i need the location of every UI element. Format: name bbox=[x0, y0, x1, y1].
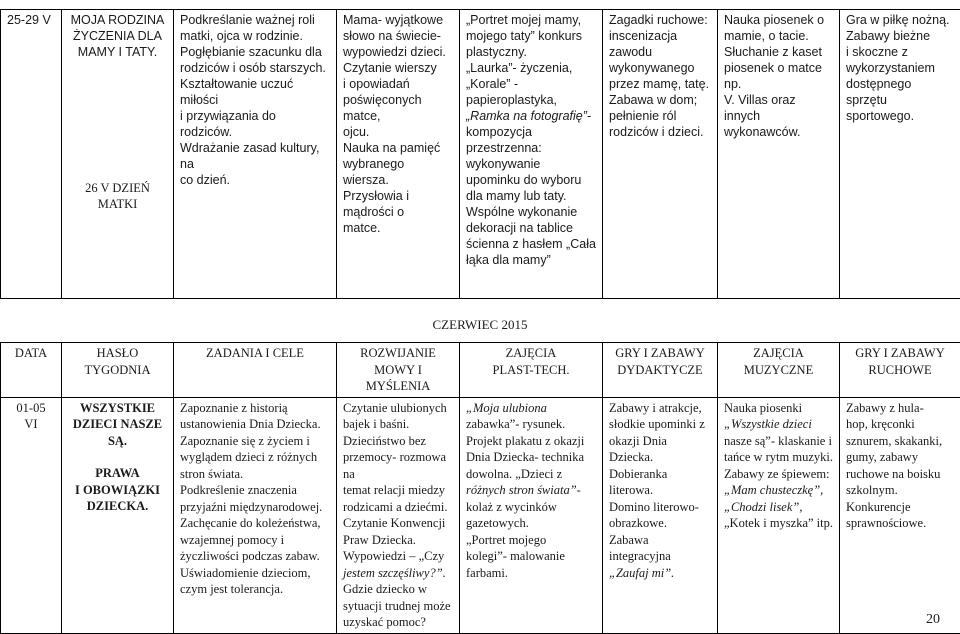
art-line: zabawka”- rysunek. bbox=[466, 416, 596, 433]
thinking-line: Gdzie dziecko w bbox=[343, 581, 453, 598]
header-label: GRY I ZABAWY bbox=[846, 345, 954, 362]
goal-line: ustanowienia Dnia Dziecka. bbox=[180, 416, 330, 433]
thinking-line: słowo na świecie- bbox=[343, 28, 453, 44]
art-line: „Moja ulubiona bbox=[466, 400, 596, 417]
art-line: „Korale” - bbox=[466, 76, 596, 92]
motto-line: PRAWA bbox=[68, 465, 167, 482]
art-line: Projekt plakatu z okazji bbox=[466, 433, 596, 450]
didactic-line: Zabawy i atrakcje, bbox=[609, 400, 711, 417]
thinking-line: ojcu. bbox=[343, 124, 453, 140]
art-line: wykonywanie bbox=[466, 156, 596, 172]
movement-cell bbox=[840, 10, 960, 299]
header-label: DATA bbox=[15, 346, 47, 360]
movement-line: sprawnościowe. bbox=[846, 515, 954, 532]
june-didactic-cell bbox=[603, 397, 718, 633]
june-motto-cell bbox=[62, 397, 174, 633]
thinking-line: temat relacji miedzy bbox=[343, 482, 453, 499]
art-line: Dnia Dziecka- technika bbox=[466, 449, 596, 466]
movement-line: ruchowe na boisku bbox=[846, 466, 954, 483]
art-line: przestrzenna: bbox=[466, 140, 596, 156]
month-heading: CZERWIEC 2015 bbox=[0, 317, 960, 333]
art-line: różnych stron świata”- bbox=[466, 482, 596, 499]
thinking-line: rodzicami a dziećmi. bbox=[343, 499, 453, 516]
header-didactic bbox=[603, 343, 718, 398]
didactic-line: zawodu bbox=[609, 44, 711, 60]
music-line: Zabawy ze śpiewem: bbox=[724, 466, 833, 483]
header-label: MOWY I MYŚLENIA bbox=[343, 362, 453, 395]
page-number: 20 bbox=[926, 612, 940, 628]
didactic-line: literowa. bbox=[609, 482, 711, 499]
goal-line: Kształtowanie uczuć miłości bbox=[180, 76, 330, 108]
art-line: farbami. bbox=[466, 565, 596, 582]
movement-line: sportowego. bbox=[846, 108, 954, 124]
art-line: kolaż z wycinków bbox=[466, 499, 596, 516]
thinking-line: wypowiedzi dzieci. bbox=[343, 44, 453, 60]
thinking-line: Nauka na pamięć bbox=[343, 140, 453, 156]
music-line: „Kotek i myszka” itp. bbox=[724, 515, 833, 532]
motto-line: SĄ. bbox=[68, 433, 167, 450]
goal-line: Zapoznanie z historią bbox=[180, 400, 330, 417]
music-cell bbox=[718, 10, 840, 299]
thinking-line: matce. bbox=[343, 220, 453, 236]
thinking-line: i opowiadań bbox=[343, 76, 453, 92]
june-thinking-cell bbox=[337, 397, 460, 633]
didactic-line: Dobieranka bbox=[609, 466, 711, 483]
june-date: VI bbox=[7, 416, 55, 433]
didactic-line: rodziców i dzieci. bbox=[609, 124, 711, 140]
header-label: DYDAKTYCZE bbox=[609, 362, 711, 379]
didactic-line: przez mamę, tatę. bbox=[609, 76, 711, 92]
music-line: Nauka piosenek o bbox=[724, 12, 833, 28]
didactic-line: inscenizacja bbox=[609, 28, 711, 44]
movement-line: gumy, zabawy bbox=[846, 449, 954, 466]
movement-line: szkolnym. bbox=[846, 482, 954, 499]
art-line: łąka dla mamy” bbox=[466, 252, 596, 268]
week-title-line: MOJA RODZINA bbox=[68, 12, 167, 28]
music-line: Nauka piosenki bbox=[724, 400, 833, 417]
header-label: RUCHOWE bbox=[846, 362, 954, 379]
didactic-line: Zabawa bbox=[609, 532, 711, 549]
didactic-line: „Zaufaj mi”. bbox=[609, 565, 711, 582]
didactic-line: obrazkowe. bbox=[609, 515, 711, 532]
art-line: dla mamy lub taty. bbox=[466, 188, 596, 204]
art-line: „Ramka na fotografię”- bbox=[466, 108, 596, 124]
art-line: mojego taty” konkurs bbox=[466, 28, 596, 44]
didactic-cell bbox=[603, 10, 718, 299]
didactic-line: Domino literowo- bbox=[609, 499, 711, 516]
art-line: gazetowych. bbox=[466, 515, 596, 532]
goals-cell bbox=[174, 10, 337, 299]
header-label: GRY I ZABAWY bbox=[609, 345, 711, 362]
mothers-day-label: 26 V DZIEŃ bbox=[62, 180, 173, 196]
music-line: mamie, o tacie. bbox=[724, 28, 833, 44]
art-line: upominku do wyboru bbox=[466, 172, 596, 188]
thinking-line: jestem szczęśliwy?”. bbox=[343, 565, 453, 582]
thinking-line: Mama- wyjątkowe bbox=[343, 12, 453, 28]
june-music-cell bbox=[718, 397, 840, 633]
thinking-line: poświęconych matce, bbox=[343, 92, 453, 124]
thinking-line: uzyskać pomoc? bbox=[343, 614, 453, 631]
art-line: dowolna. „Dzieci z bbox=[466, 466, 596, 483]
thinking-line: Czytanie Konwencji bbox=[343, 515, 453, 532]
header-label: ZADANIA I CELE bbox=[206, 346, 304, 360]
art-line: „Portret mojego bbox=[466, 532, 596, 549]
music-line: piosenek o matce np. bbox=[724, 60, 833, 92]
goal-line: wzajemnej pomocy i bbox=[180, 532, 330, 549]
motto-line: DZIECI NASZE bbox=[68, 416, 167, 433]
header-label: ZAJĘCIA bbox=[724, 345, 833, 362]
movement-line: Zabawy bieżne bbox=[846, 28, 954, 44]
week-title-cell bbox=[62, 10, 174, 299]
header-art bbox=[460, 343, 603, 398]
thinking-line: Czytanie ulubionych bbox=[343, 400, 453, 417]
goal-line: Podkreślanie ważnej roli bbox=[180, 12, 330, 28]
header-label: PLAST-TECH. bbox=[466, 362, 596, 379]
didactic-line: Zagadki ruchowe: bbox=[609, 12, 711, 28]
thinking-line: sytuacji trudnej może bbox=[343, 598, 453, 615]
header-thinking bbox=[337, 343, 460, 398]
june-art-cell bbox=[460, 397, 603, 633]
music-line: Słuchanie z kaset bbox=[724, 44, 833, 60]
header-date bbox=[1, 343, 62, 398]
header-label: MUZYCZNE bbox=[724, 362, 833, 379]
june-movement-cell bbox=[840, 397, 960, 633]
header-motto bbox=[62, 343, 174, 398]
goal-line: Wdrażanie zasad kultury, na bbox=[180, 140, 330, 172]
goal-line: rodziców i osób starszych. bbox=[180, 60, 330, 76]
art-cell bbox=[460, 10, 603, 299]
music-line: „Mam chusteczkę”, bbox=[724, 482, 833, 499]
header-movement bbox=[840, 343, 960, 398]
music-line: „Chodzi lisek”, bbox=[724, 499, 833, 516]
art-line: kompozycja bbox=[466, 124, 596, 140]
goal-line: Uświadomienie dzieciom, bbox=[180, 565, 330, 582]
header-label: HASŁO bbox=[68, 345, 167, 362]
thinking-line: Praw Dziecka. bbox=[343, 532, 453, 549]
week-date-cell bbox=[1, 10, 62, 299]
header-label: TYGODNIA bbox=[68, 362, 167, 379]
didactic-line: okazji Dnia bbox=[609, 433, 711, 450]
goal-line: Podkreślenie znaczenia bbox=[180, 482, 330, 499]
music-line: „Wszystkie dzieci bbox=[724, 416, 833, 433]
movement-line: Zabawy z hula- bbox=[846, 400, 954, 417]
goal-line: życzliwości podczas zabaw. bbox=[180, 548, 330, 565]
goal-line: matki, ojca w rodzinie. bbox=[180, 28, 330, 44]
thinking-cell bbox=[337, 10, 460, 299]
june-week-table bbox=[0, 342, 960, 634]
movement-line: hop, kręconki bbox=[846, 416, 954, 433]
goal-line: Pogłębianie szacunku dla bbox=[180, 44, 330, 60]
motto-line: WSZYSTKIE bbox=[68, 400, 167, 417]
art-line: kolegi”- malowanie bbox=[466, 548, 596, 565]
goal-line: i przywiązania do rodziców. bbox=[180, 108, 330, 140]
header-music bbox=[718, 343, 840, 398]
art-line: papieroplastyka, bbox=[466, 92, 596, 108]
header-label: ZAJĘCIA bbox=[466, 345, 596, 362]
thinking-line: Czytanie wierszy bbox=[343, 60, 453, 76]
june-date-cell bbox=[1, 397, 62, 633]
movement-line: i skoczne z bbox=[846, 44, 954, 60]
thinking-line: wybranego wiersza. bbox=[343, 156, 453, 188]
didactic-line: integracyjna bbox=[609, 548, 711, 565]
didactic-line: pełnienie ról bbox=[609, 108, 711, 124]
thinking-line: bajek i baśni. bbox=[343, 416, 453, 433]
goal-line: czym jest tolerancja. bbox=[180, 581, 330, 598]
mothers-day-label: MATKI bbox=[62, 196, 173, 212]
didactic-line: Dziecka. bbox=[609, 449, 711, 466]
art-line: plastyczny. bbox=[466, 44, 596, 60]
art-line: dekoracji na tablice bbox=[466, 220, 596, 236]
movement-line: wykorzystaniem bbox=[846, 60, 954, 76]
goal-line: wyglądem dzieci z różnych bbox=[180, 449, 330, 466]
header-goals bbox=[174, 343, 337, 398]
week-date: 25-29 V bbox=[7, 13, 51, 27]
music-line: nasze są”- klaskanie i bbox=[724, 433, 833, 450]
goal-line: stron świata. bbox=[180, 466, 330, 483]
music-line: V. Villas oraz innych bbox=[724, 92, 833, 124]
didactic-line: słodkie upominki z bbox=[609, 416, 711, 433]
art-line: ścienna z hasłem „Cała bbox=[466, 236, 596, 252]
motto-spacer bbox=[68, 449, 167, 465]
may-week-table bbox=[0, 9, 960, 299]
didactic-line: Zabawa w dom; bbox=[609, 92, 711, 108]
thinking-line: Dzieciństwo bez bbox=[343, 433, 453, 450]
movement-line: dostępnego sprzętu bbox=[846, 76, 954, 108]
didactic-line: wykonywanego bbox=[609, 60, 711, 76]
header-label: ROZWIJANIE bbox=[343, 345, 453, 362]
motto-line: DZIECKA. bbox=[68, 498, 167, 515]
goal-line: Zapoznanie się z życiem i bbox=[180, 433, 330, 450]
week-title-line: MAMY I TATY. bbox=[68, 44, 167, 60]
june-goals-cell bbox=[174, 397, 337, 633]
goal-line: Zachęcanie do koleżeństwa, bbox=[180, 515, 330, 532]
art-line: „Portret mojej mamy, bbox=[466, 12, 596, 28]
music-line: tańce w rytm muzyki. bbox=[724, 449, 833, 466]
goal-line: przyjaźni międzynarodowej. bbox=[180, 499, 330, 516]
june-date: 01-05 bbox=[7, 400, 55, 417]
thinking-line: Przysłowia i mądrości o bbox=[343, 188, 453, 220]
goal-line: co dzień. bbox=[180, 172, 330, 188]
movement-line: sznurem, skakanki, bbox=[846, 433, 954, 450]
movement-line: Gra w piłkę nożną. bbox=[846, 12, 954, 28]
week-title-line: ŻYCZENIA DLA bbox=[68, 28, 167, 44]
movement-line: Konkurencje bbox=[846, 499, 954, 516]
music-line: wykonawców. bbox=[724, 124, 833, 140]
art-line: Wspólne wykonanie bbox=[466, 204, 596, 220]
thinking-line: Wypowiedzi – „Czy bbox=[343, 548, 453, 565]
thinking-line: przemocy- rozmowa na bbox=[343, 449, 453, 482]
motto-line: I OBOWIĄZKI bbox=[68, 482, 167, 499]
art-line: „Laurka”- życzenia, bbox=[466, 60, 596, 76]
